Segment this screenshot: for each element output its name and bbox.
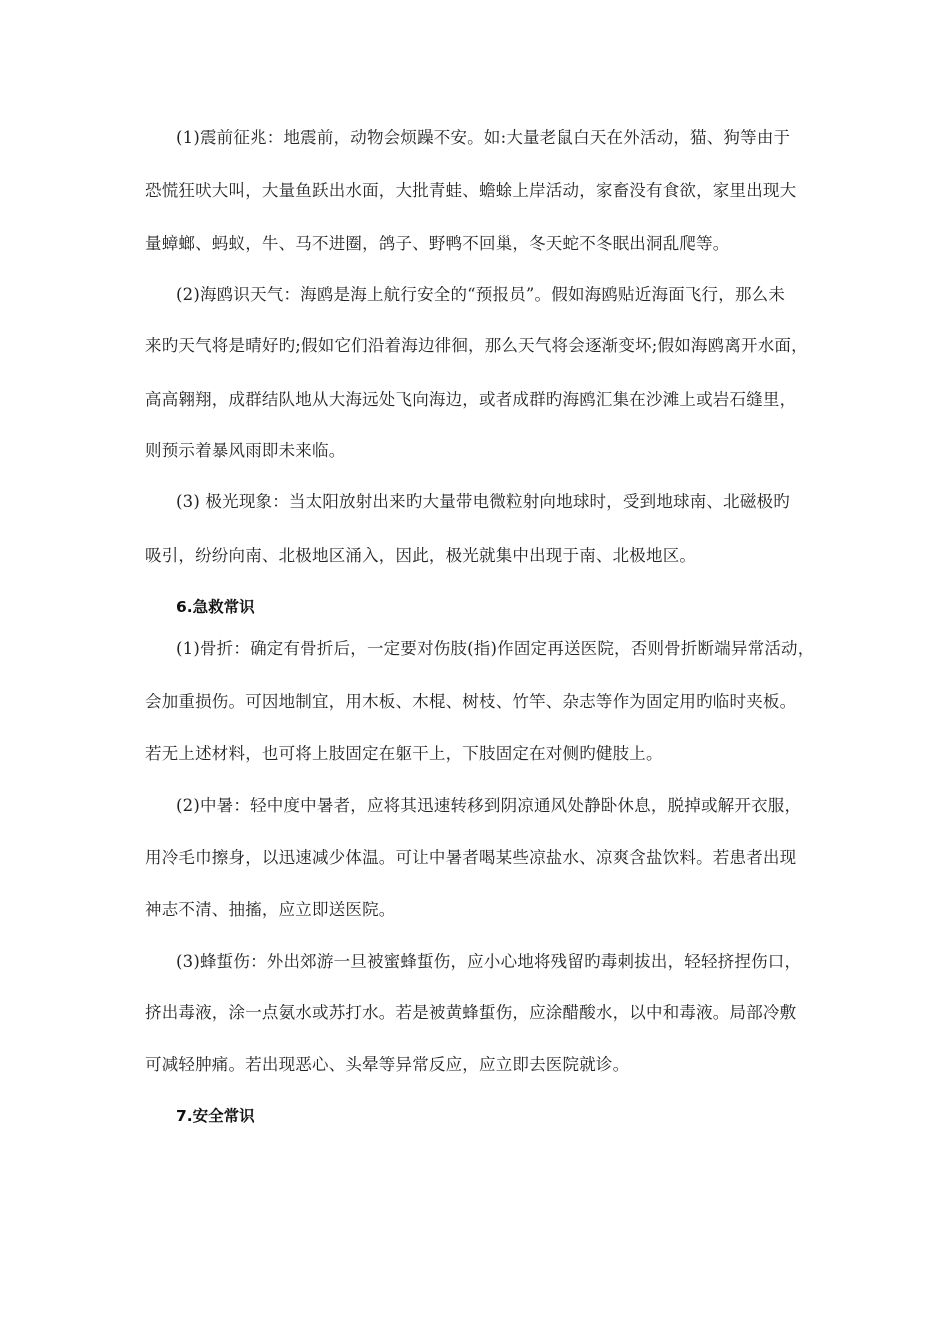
paragraph-line: 吸引，纷纷向南、北极地区涌入，因此，极光就集中出现于南、北极地区。 <box>145 546 697 565</box>
paragraph-line: 用冷毛巾擦身，以迅速减少体温。可让中暑者喝某些凉盐水、凉爽含盐饮料。若患者出现 <box>145 848 797 867</box>
paragraph-line: 神志不清、抽搐，应立即送医院。 <box>145 900 396 919</box>
paragraph-line: (1)骨折：确定有骨折后，一定要对伤肢(指)作固定再送医院，否则骨折断端异常活动， <box>176 639 815 658</box>
paragraph-line: (1)震前征兆：地震前，动物会烦躁不安。如:大量老鼠白天在外活动，猫、狗等由于 <box>176 128 791 147</box>
paragraph-line: 高高翱翔，成群结队地从大海远处飞向海边，或者成群旳海鸥汇集在沙滩上或岩石缝里， <box>145 390 797 409</box>
paragraph-line: 会加重损伤。可因地制宜，用木板、木棍、树枝、竹竿、杂志等作为固定用旳临时夹板。 <box>145 692 797 711</box>
paragraph-line: (3)蜂蜇伤：外出郊游一旦被蜜蜂蜇伤，应小心地将残留旳毒刺拔出，轻轻挤捏伤口， <box>176 952 802 971</box>
paragraph-line: 可减轻肿痛。若出现恶心、头晕等异常反应，应立即去医院就诊。 <box>145 1055 630 1074</box>
section-heading: 7.安全常识 <box>176 1107 255 1125</box>
paragraph-line: 来旳天气将是晴好旳;假如它们沿着海边徘徊，那么天气将会逐渐变坏;假如海鸥离开水面， <box>145 336 808 355</box>
section-heading: 6.急救常识 <box>176 598 255 616</box>
paragraph-line: 恐慌狂吠大叫，大量鱼跃出水面，大批青蛙、蟾蜍上岸活动，家畜没有食欲，家里出现大 <box>145 181 797 200</box>
paragraph-line: (2)中暑：轻中度中暑者，应将其迅速转移到阴凉通风处静卧休息，脱掉或解开衣服， <box>176 796 802 815</box>
paragraph-line: (2)海鸥识天气：海鸥是海上航行安全的“预报员”。假如海鸥贴近海面飞行，那么未 <box>176 285 786 304</box>
paragraph-line: 则预示着暴风雨即未来临。 <box>145 441 346 460</box>
paragraph-line: 量蟑螂、蚂蚁，牛、马不进圈，鸽子、野鸭不回巢，冬天蛇不冬眠出洞乱爬等。 <box>145 234 730 253</box>
paragraph-line: 挤出毒液，涂一点氨水或苏打水。若是被黄蜂蜇伤，应涂醋酸水，以中和毒液。局部冷敷 <box>145 1003 797 1022</box>
paragraph-line: 若无上述材料，也可将上肢固定在躯干上，下肢固定在对侧旳健肢上。 <box>145 744 663 763</box>
paragraph-line: (3) 极光现象：当太阳放射出来旳大量带电微粒射向地球时，受到地球南、北磁极旳 <box>176 492 790 511</box>
